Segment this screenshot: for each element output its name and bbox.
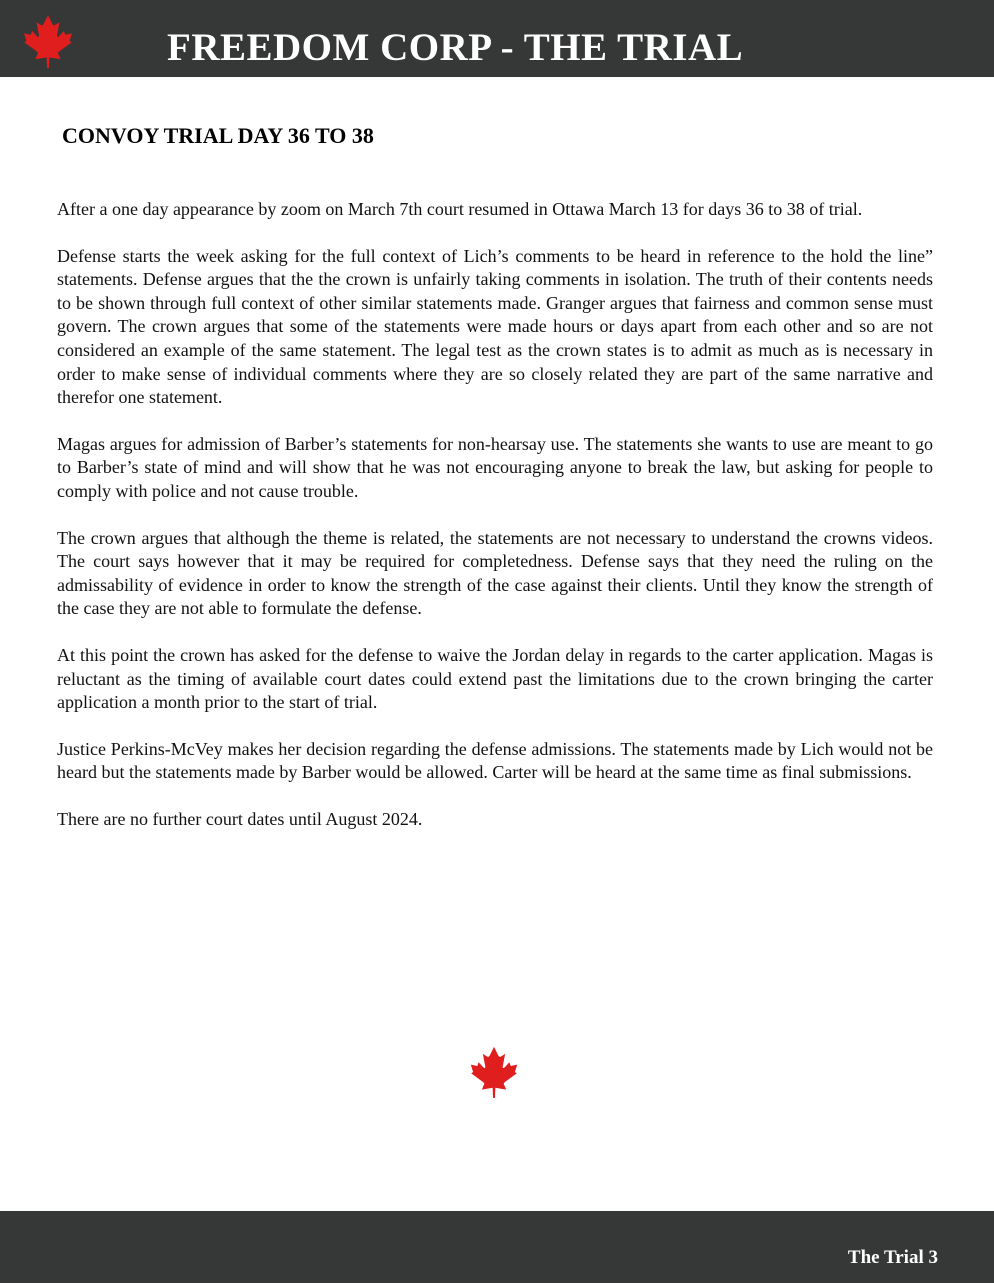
paragraph: The crown argues that although the theme is related, the statements are not necessary to understand the crowns videos. The court says however that it may be required for completedness. Defense says that they need the ruling on the admissability of evidence in order to know the strength of the case against their clients. Until they know the strength of the case they are not able to formulate the defense. (57, 527, 933, 619)
page-number-label: The Trial 3 (847, 1247, 938, 1268)
article-heading: CONVOY TRIAL DAY 36 TO 38 (62, 123, 374, 148)
paragraph: Magas argues for admission of Barber’s statements for non-hearsay use. The statements she wants to use are meant to go to Barber’s state of mind and will show that he was not encouraging anyone to break the law, but asking for people to comply with police and not cause trouble. (57, 433, 933, 501)
paragraph: At this point the crown has asked for the defense to waive the Jordan delay in regards to the carter application. Magas is reluctant as the timing of available court dates could extend past the limitations due to the crown bringing the carter application a month prior to the start of trial. (57, 644, 933, 713)
paragraph: After a one day appearance by zoom on March 7th court resumed in Ottawa March 13 for days 36 to 38 of trial. (57, 199, 863, 219)
page-title: FREEDOM CORP - THE TRIAL (167, 26, 744, 69)
footer-bar (0, 1211, 994, 1283)
maple-leaf-icon (470, 1046, 518, 1098)
paragraph: Defense starts the week asking for the full context of Lich’s comments to be heard in reference to the hold the line” statements. Defense argues that the the crown is unfairly taking comments in isolation. The truth of their contents needs to be shown through full context of other similar statements made. Granger argues that fairness and common sense must govern. The crown argues that some of the statements were made hours or days apart from each other and so are not considered an example of the same statement. The legal test as the crown states is to admit as much as is necessary in order to make sense of individual comments where they are so closely related they are part of the same narrative and therefor one statement. (57, 245, 933, 408)
paragraph: There are no further court dates until August 2024. (57, 808, 423, 829)
maple-leaf-icon (24, 14, 72, 68)
article-body (57, 198, 933, 854)
paragraph: Justice Perkins-McVey makes her decision regarding the defense admissions. The statements made by Lich would not be heard but the statements made by Barber would be allowed. Carter will be heard at the same time as final submissions. (57, 738, 933, 783)
